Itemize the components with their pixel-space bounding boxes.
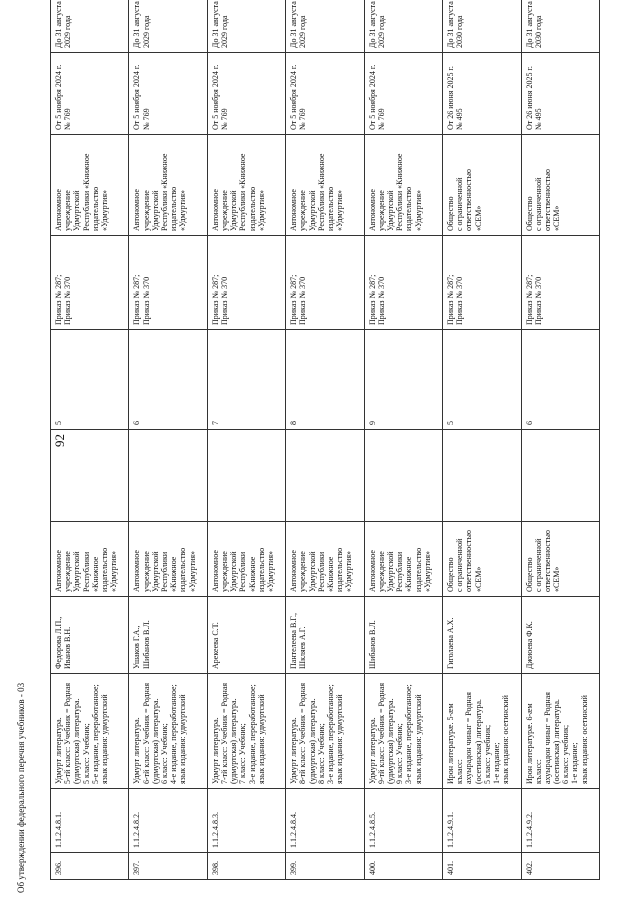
row-empty-cell xyxy=(286,430,364,522)
row-number: 398. xyxy=(207,853,285,880)
row-authors: Джиоева Ф.К. xyxy=(521,597,599,674)
row-producer: Автономное учреждение Удмуртской Республики «Книжное издательство «Удмуртия» xyxy=(51,135,129,236)
row-publisher: Автономное учреждение Удмуртской Республики «Книжное издательство «Удмуртия» xyxy=(286,522,364,597)
row-producer: Общество с ограниченной ответственностью «СЕМ» xyxy=(521,135,599,236)
row-empty-cell xyxy=(443,430,521,522)
row-date: От 26 июня 2025 г. № 495 xyxy=(443,53,521,135)
row-grade: 9 xyxy=(364,330,442,430)
row-validity: До 31 августа 2029 года xyxy=(129,0,207,53)
row-producer: Общество с ограниченной ответственностью «СЕМ» xyxy=(443,135,521,236)
row-code: 1.1.2.4.9.1. xyxy=(443,789,521,853)
row-validity: До 31 августа 2029 года xyxy=(51,0,129,53)
row-producer: Автономное учреждение Удмуртской Республики «Книжное издательство «Удмуртия» xyxy=(207,135,285,236)
table-row xyxy=(443,0,521,880)
row-title: Удмурт литература. 6-тй класс: Учебник = Родная (удмуртская) литература. 6 класс: Учебник; 4-е издание, переработанное; язык издания: удмуртский xyxy=(129,674,207,789)
row-empty-cell xyxy=(129,430,207,522)
row-number: 396. xyxy=(51,853,129,880)
row-code: 1.1.2.4.9.2. xyxy=(521,789,599,853)
table-row xyxy=(51,0,129,880)
row-grade: 5 xyxy=(443,330,521,430)
row-publisher: Автономное учреждение Удмуртской Республики «Книжное издательство «Удмуртия» xyxy=(207,522,285,597)
row-grade: 6 xyxy=(521,330,599,430)
row-validity: До 31 августа 2029 года xyxy=(286,0,364,53)
row-publisher: Автономное учреждение Удмуртской Республики «Книжное издательство «Удмуртия» xyxy=(364,522,442,597)
row-order: Приказ № 287; Приказ № 370 xyxy=(364,236,442,330)
row-number: 397. xyxy=(129,853,207,880)
row-validity: До 31 августа 2029 года xyxy=(207,0,285,53)
row-producer: Автономное учреждение Удмуртской Республики «Книжное издательство «Удмуртия» xyxy=(129,135,207,236)
row-authors: Гиголаева А.Х. xyxy=(443,597,521,674)
row-grade: 7 xyxy=(207,330,285,430)
row-number: 401. xyxy=(443,853,521,880)
footer-note: Об утверждении федерального перечня учебников - 03 xyxy=(16,682,26,893)
row-validity: До 31 августа 2030 года xyxy=(443,0,521,53)
row-empty-cell xyxy=(521,430,599,522)
row-title: Ирон литературæ. 6-æм къласс: ахуырадон чиныг = Родная (осетинская) литература. 6 класс: учебник; 1-е издание; язык издания: осетинский xyxy=(521,674,599,789)
row-validity: До 31 августа 2030 года xyxy=(521,0,599,53)
row-title: Удмурт литература. 5-тй класс: Учебник = Родная (удмуртская) литература. 5 класс: Учебник; 5-е издание, переработанное; язык издания: удмуртский xyxy=(51,674,129,789)
row-date: От 5 ноября 2024 г. № 769 xyxy=(51,53,129,135)
row-authors: Арекеева С.Т. xyxy=(207,597,285,674)
row-date: От 26 июня 2025 г. № 495 xyxy=(521,53,599,135)
row-empty-cell xyxy=(364,430,442,522)
table-row xyxy=(364,0,442,880)
row-date: От 5 ноября 2024 г. № 769 xyxy=(364,53,442,135)
row-publisher: Автономное учреждение Удмуртской Республики «Книжное издательство «Удмуртия» xyxy=(51,522,129,597)
row-producer: Автономное учреждение Удмуртской Республики «Книжное издательство «Удмуртия» xyxy=(364,135,442,236)
row-authors: Шибанов В.Л. xyxy=(364,597,442,674)
rotated-table-wrapper xyxy=(50,1,600,880)
row-number: 399. xyxy=(286,853,364,880)
row-publisher: Общество с ограниченной ответственностью «СЕМ» xyxy=(443,522,521,597)
row-validity: До 31 августа 2029 года xyxy=(364,0,442,53)
row-empty-cell xyxy=(51,430,129,522)
row-authors: Федорова Л.П., Иванов В.Н. xyxy=(51,597,129,674)
table-row xyxy=(286,0,364,880)
row-empty-cell xyxy=(207,430,285,522)
row-producer: Автономное учреждение Удмуртской Республики «Книжное издательство «Удмуртия» xyxy=(286,135,364,236)
row-authors: Ушаков Г.А., Шибанов В.Л. xyxy=(129,597,207,674)
table-row xyxy=(129,0,207,880)
row-order: Приказ № 287; Приказ № 370 xyxy=(129,236,207,330)
row-grade: 5 xyxy=(51,330,129,430)
row-number: 400. xyxy=(364,853,442,880)
row-code: 1.1.2.4.8.4. xyxy=(286,789,364,853)
row-grade: 8 xyxy=(286,330,364,430)
table-row xyxy=(207,0,285,880)
row-title: Удмурт литература. 9-тй класс: Учебник = Родная (удмуртская) литература. 9 класс: Учебник; 3-е издание, переработанное; язык издания: удмуртский xyxy=(364,674,442,789)
row-order: Приказ № 287; Приказ № 370 xyxy=(443,236,521,330)
table-row xyxy=(521,0,599,880)
row-code: 1.1.2.4.8.2. xyxy=(129,789,207,853)
textbook-table xyxy=(50,0,600,880)
row-date: От 5 ноября 2024 г. № 769 xyxy=(207,53,285,135)
row-grade: 6 xyxy=(129,330,207,430)
row-publisher: Автономное учреждение Удмуртской Республики «Книжное издательство «Удмуртия» xyxy=(129,522,207,597)
row-title: Удмурт литература. 8-тй класс: Учебник = Родная (удмуртская) литература. 8 класс: Учебник; 3-е издание, переработанное; язык издания: удмуртский xyxy=(286,674,364,789)
row-code: 1.1.2.4.8.5. xyxy=(364,789,442,853)
page-number: 92 xyxy=(52,434,67,447)
row-authors: Пантелеева В.Г., Шкляев А.Г. xyxy=(286,597,364,674)
row-order: Приказ № 287; Приказ № 370 xyxy=(207,236,285,330)
row-title: Удмурт литература. 7-тй класс: Учебник = Родная (удмуртская) литература. 7 класс: Учебник; 3-е издание, переработанное; язык издания: удмуртский xyxy=(207,674,285,789)
row-publisher: Общество с ограниченной ответственностью «СЕМ» xyxy=(521,522,599,597)
row-code: 1.1.2.4.8.3. xyxy=(207,789,285,853)
row-code: 1.1.2.4.8.1. xyxy=(51,789,129,853)
row-date: От 5 ноября 2024 г. № 769 xyxy=(129,53,207,135)
row-date: От 5 ноября 2024 г. № 769 xyxy=(286,53,364,135)
row-order: Приказ № 287; Приказ № 370 xyxy=(286,236,364,330)
row-title: Ирон литературæ. 5-æм къласс: ахуырадон чиныг = Родная (осетинская) литература. 5 класс: учебник; 1-е издание; язык издания: осетинский xyxy=(443,674,521,789)
row-number: 402. xyxy=(521,853,599,880)
row-order: Приказ № 287; Приказ № 370 xyxy=(51,236,129,330)
row-order: Приказ № 287; Приказ № 370 xyxy=(521,236,599,330)
